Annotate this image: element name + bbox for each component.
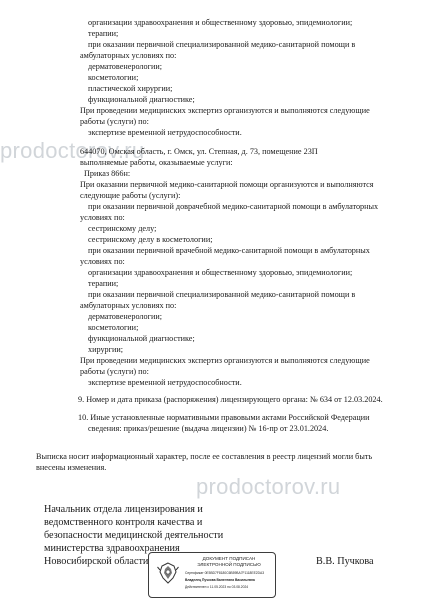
text-line: работы (услуги) по: xyxy=(80,367,149,376)
text-line: терапии; xyxy=(88,279,119,288)
text-line: Приказ 866н: xyxy=(84,169,131,178)
text-line: условиях по: xyxy=(80,257,125,266)
text-line: при оказании первичной специализированной медико-санитарной помощи в xyxy=(88,290,356,299)
text-line: следующие работы (услуги): xyxy=(80,191,181,200)
note-line: внесены изменения. xyxy=(36,463,107,472)
stamp-title-line2: ЭЛЕКТРОННОЙ ПОДПИСЬЮ xyxy=(197,561,261,567)
text-line: амбулаторных условиях по: xyxy=(80,301,177,310)
text-line: косметологии; xyxy=(88,73,139,82)
item-9: 9. Номер и дата приказа (распоряжения) лицензирующего органа: № 634 от 12.03.2024. xyxy=(78,395,383,404)
text-line: При проведении медицинских экспертиз организуются и выполняются следующие xyxy=(80,356,370,365)
e-signature-stamp xyxy=(148,552,276,598)
item-10-line1: 10. Иные установленные нормативными правовыми актами Российской Федерации xyxy=(78,413,370,422)
text-line: терапии; xyxy=(88,29,119,38)
watermark: prodoctorov.ru xyxy=(196,474,341,499)
text-line: функциональной диагностике; xyxy=(88,334,195,343)
text-line: При оказании первичной медико-санитарной помощи организуются и выполняются xyxy=(80,180,374,189)
text-line: При проведении медицинских экспертиз организуются и выполняются следующие xyxy=(80,106,370,115)
coat-of-arms-icon xyxy=(157,561,179,587)
watermark: prodoctorov.ru xyxy=(0,138,145,163)
text-line: выполняемые работы, оказываемые услуги: xyxy=(80,158,233,167)
text-line: экспертизе временной нетрудоспособности. xyxy=(88,128,242,137)
text-line: функциональной диагностике; xyxy=(88,95,195,104)
signer-title: безопасности медицинской деятельности xyxy=(44,530,224,541)
text-line: при оказании первичной специализированной медико-санитарной помощи в xyxy=(88,40,356,49)
text-line: хирургии; xyxy=(88,345,124,354)
stamp-owner: Владелец Пучкова Валентина Васильевна xyxy=(185,578,255,582)
signer-title: ведомственного контроля качества и xyxy=(44,517,203,528)
text-line: пластической хирургии; xyxy=(88,84,173,93)
text-line: дерматовенерологии; xyxy=(88,312,163,321)
text-line: работы (услуги) по: xyxy=(80,117,149,126)
text-line: условиях по: xyxy=(80,213,125,222)
signer-title: министерства здравоохранения xyxy=(44,543,180,554)
signer-name: В.В. Пучкова xyxy=(316,556,374,567)
signer-title: Начальник отдела лицензирования и xyxy=(44,504,203,515)
address-line: 644070, Омская область, г. Омск, ул. Степная, д. 73, помещение 23П xyxy=(80,147,318,156)
text-line: косметологии; xyxy=(88,323,139,332)
stamp-title xyxy=(187,556,271,567)
text-line: экспертизе временной нетрудоспособности. xyxy=(88,378,242,387)
stamp-title-line1: ДОКУМЕНТ ПОДПИСАН xyxy=(202,556,256,561)
text-line: при оказании первичной доврачебной медико-санитарной помощи в амбулаторных xyxy=(88,202,379,211)
item-10-line2: сведения: приказ/решение (выдача лицензии) № 16-пр от 23.01.2024. xyxy=(88,424,329,433)
signer-title: Новосибирской области xyxy=(44,556,149,567)
text-line: организации здравоохранения и общественному здоровью, эпидемиологии; xyxy=(88,268,353,277)
text-line: при оказании первичной врачебной медико-санитарной помощи в амбулаторных xyxy=(88,246,370,255)
text-line: дерматовенерологии; xyxy=(88,62,163,71)
text-line: организации здравоохранения и общественному здоровью, эпидемиологии; xyxy=(88,18,353,27)
text-line: сестринскому делу; xyxy=(88,224,157,233)
stamp-certificate: Сертификат 0E5BD7F8180C6B59BA7F1118EE2DA3 xyxy=(185,571,265,575)
stamp-validity: Действителен с 11.05.2023 по 03.08.2024 xyxy=(185,585,249,589)
text-line: амбулаторных условиях по: xyxy=(80,51,177,60)
text-line: сестринскому делу в косметологии; xyxy=(88,235,213,244)
note-line: Выписка носит информационный характер, после ее составления в реестр лицензий могли быть xyxy=(36,452,373,461)
